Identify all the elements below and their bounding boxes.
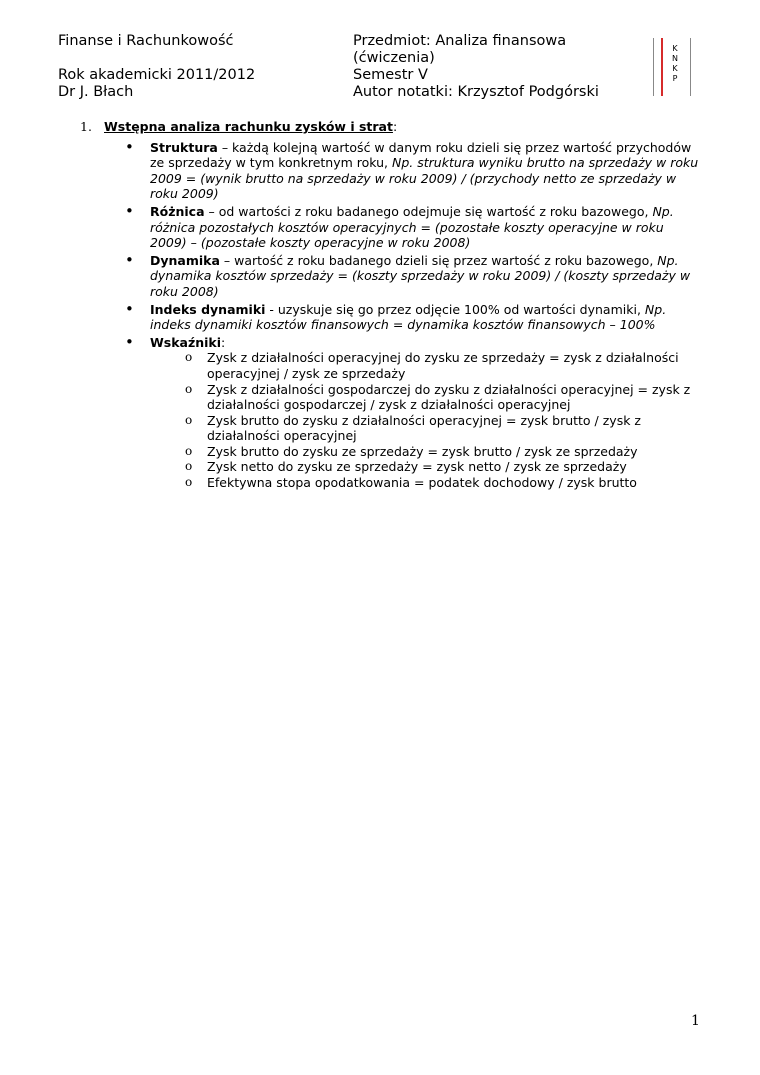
subject: Przedmiot: Analiza finansowa — [353, 33, 567, 49]
definition: - uzyskuje się go przez odjęcie 100% od wartości dynamiki, — [265, 301, 645, 317]
section-title-suffix: : — [392, 119, 398, 134]
header-middle — [353, 33, 599, 101]
logo-bar-right — [690, 38, 691, 96]
logo-letter: K — [672, 64, 678, 73]
list-item — [150, 140, 700, 202]
logo-letter: K — [672, 44, 678, 53]
term: Różnica — [150, 203, 205, 219]
ratio-item: o Zysk z działalności operacyjnej do zysku ze sprzedaży = zysk z działalności operacyjnej / zysk ze sprzedaży — [207, 350, 700, 381]
ratio-item: o Zysk z działalności gospodarczej do zysku z działalności operacyjnej = zysk z działalności gospodarczej / zysk z działalności operacyjnej — [207, 382, 700, 413]
list-item — [150, 204, 700, 251]
document-body — [80, 119, 700, 493]
definitions-list — [80, 140, 700, 491]
semester: Semestr V — [353, 67, 428, 83]
ratios-list — [150, 350, 700, 490]
logo-bar-red — [661, 38, 663, 96]
ratios-suffix: : — [221, 334, 226, 350]
logo-letter: P — [672, 74, 678, 83]
list-item — [150, 302, 700, 333]
logo-letters — [670, 44, 680, 84]
note-author: Autor notatki: Krzysztof Podgórski — [353, 84, 599, 100]
knkp-logo — [653, 38, 691, 96]
list-item — [150, 253, 700, 300]
list-item — [150, 335, 700, 491]
academic-year: Rok akademicki 2011/2012 — [58, 67, 256, 83]
example: Np. indeks dynamiki kosztów finansowych = dynamika kosztów finansowych – 100% — [150, 301, 667, 333]
faculty-name: Finanse i Rachunkowość — [58, 33, 234, 49]
lecturer: Dr J. Błach — [58, 84, 134, 100]
section-heading — [80, 119, 700, 135]
example: Np. dynamika kosztów sprzedaży = (koszty sprzedaży w roku 2009) / (koszty sprzedaży w roku 2008) — [150, 252, 691, 299]
term: Indeks dynamiki — [150, 301, 266, 317]
page-number: 1 — [691, 1013, 700, 1029]
example: Np. struktura wyniku brutto na sprzedaży w roku 2009 = (wynik brutto na sprzedaży w roku 2009) / (przychody netto ze sprzedaży w roku 2009) — [150, 155, 699, 202]
term: Dynamika — [150, 252, 220, 268]
section-title: Wstępna analiza rachunku zysków i strat — [104, 119, 393, 134]
logo-letter: N — [672, 54, 678, 63]
ratio-item: o Zysk netto do zysku ze sprzedaży = zysk netto / zysk ze sprzedaży — [207, 459, 700, 475]
ratio-item: o Zysk brutto do zysku ze sprzedaży = zysk brutto / zysk ze sprzedaży — [207, 444, 700, 460]
subject-type: (ćwiczenia) — [353, 50, 435, 66]
ratio-item: o Zysk brutto do zysku z działalności operacyjnej = zysk brutto / zysk z działalności operacyjnej — [207, 413, 700, 444]
definition: – od wartości z roku badanego odejmuje się wartość z roku bazowego, — [204, 203, 653, 219]
definition: – wartość z roku badanego dzieli się przez wartość z roku bazowego, — [219, 252, 658, 268]
section-number: 1. — [80, 119, 92, 134]
logo-bar-left — [653, 38, 654, 96]
ratio-item: o Efektywna stopa opodatkowania = podatek dochodowy / zysk brutto — [207, 475, 700, 491]
header-left — [58, 33, 255, 101]
ratios-term: Wskaźniki — [150, 334, 222, 350]
term: Struktura — [150, 139, 218, 155]
definition: – każdą kolejną wartość w danym roku dzieli się przez wartość przychodów ze sprzedaży w tym konkretnym roku, — [150, 139, 692, 171]
example: Np. różnica pozostałych kosztów operacyjnych = (pozostałe koszty operacyjne w roku 2009) – (pozostałe koszty operacyjne w roku 2008) — [150, 203, 674, 251]
